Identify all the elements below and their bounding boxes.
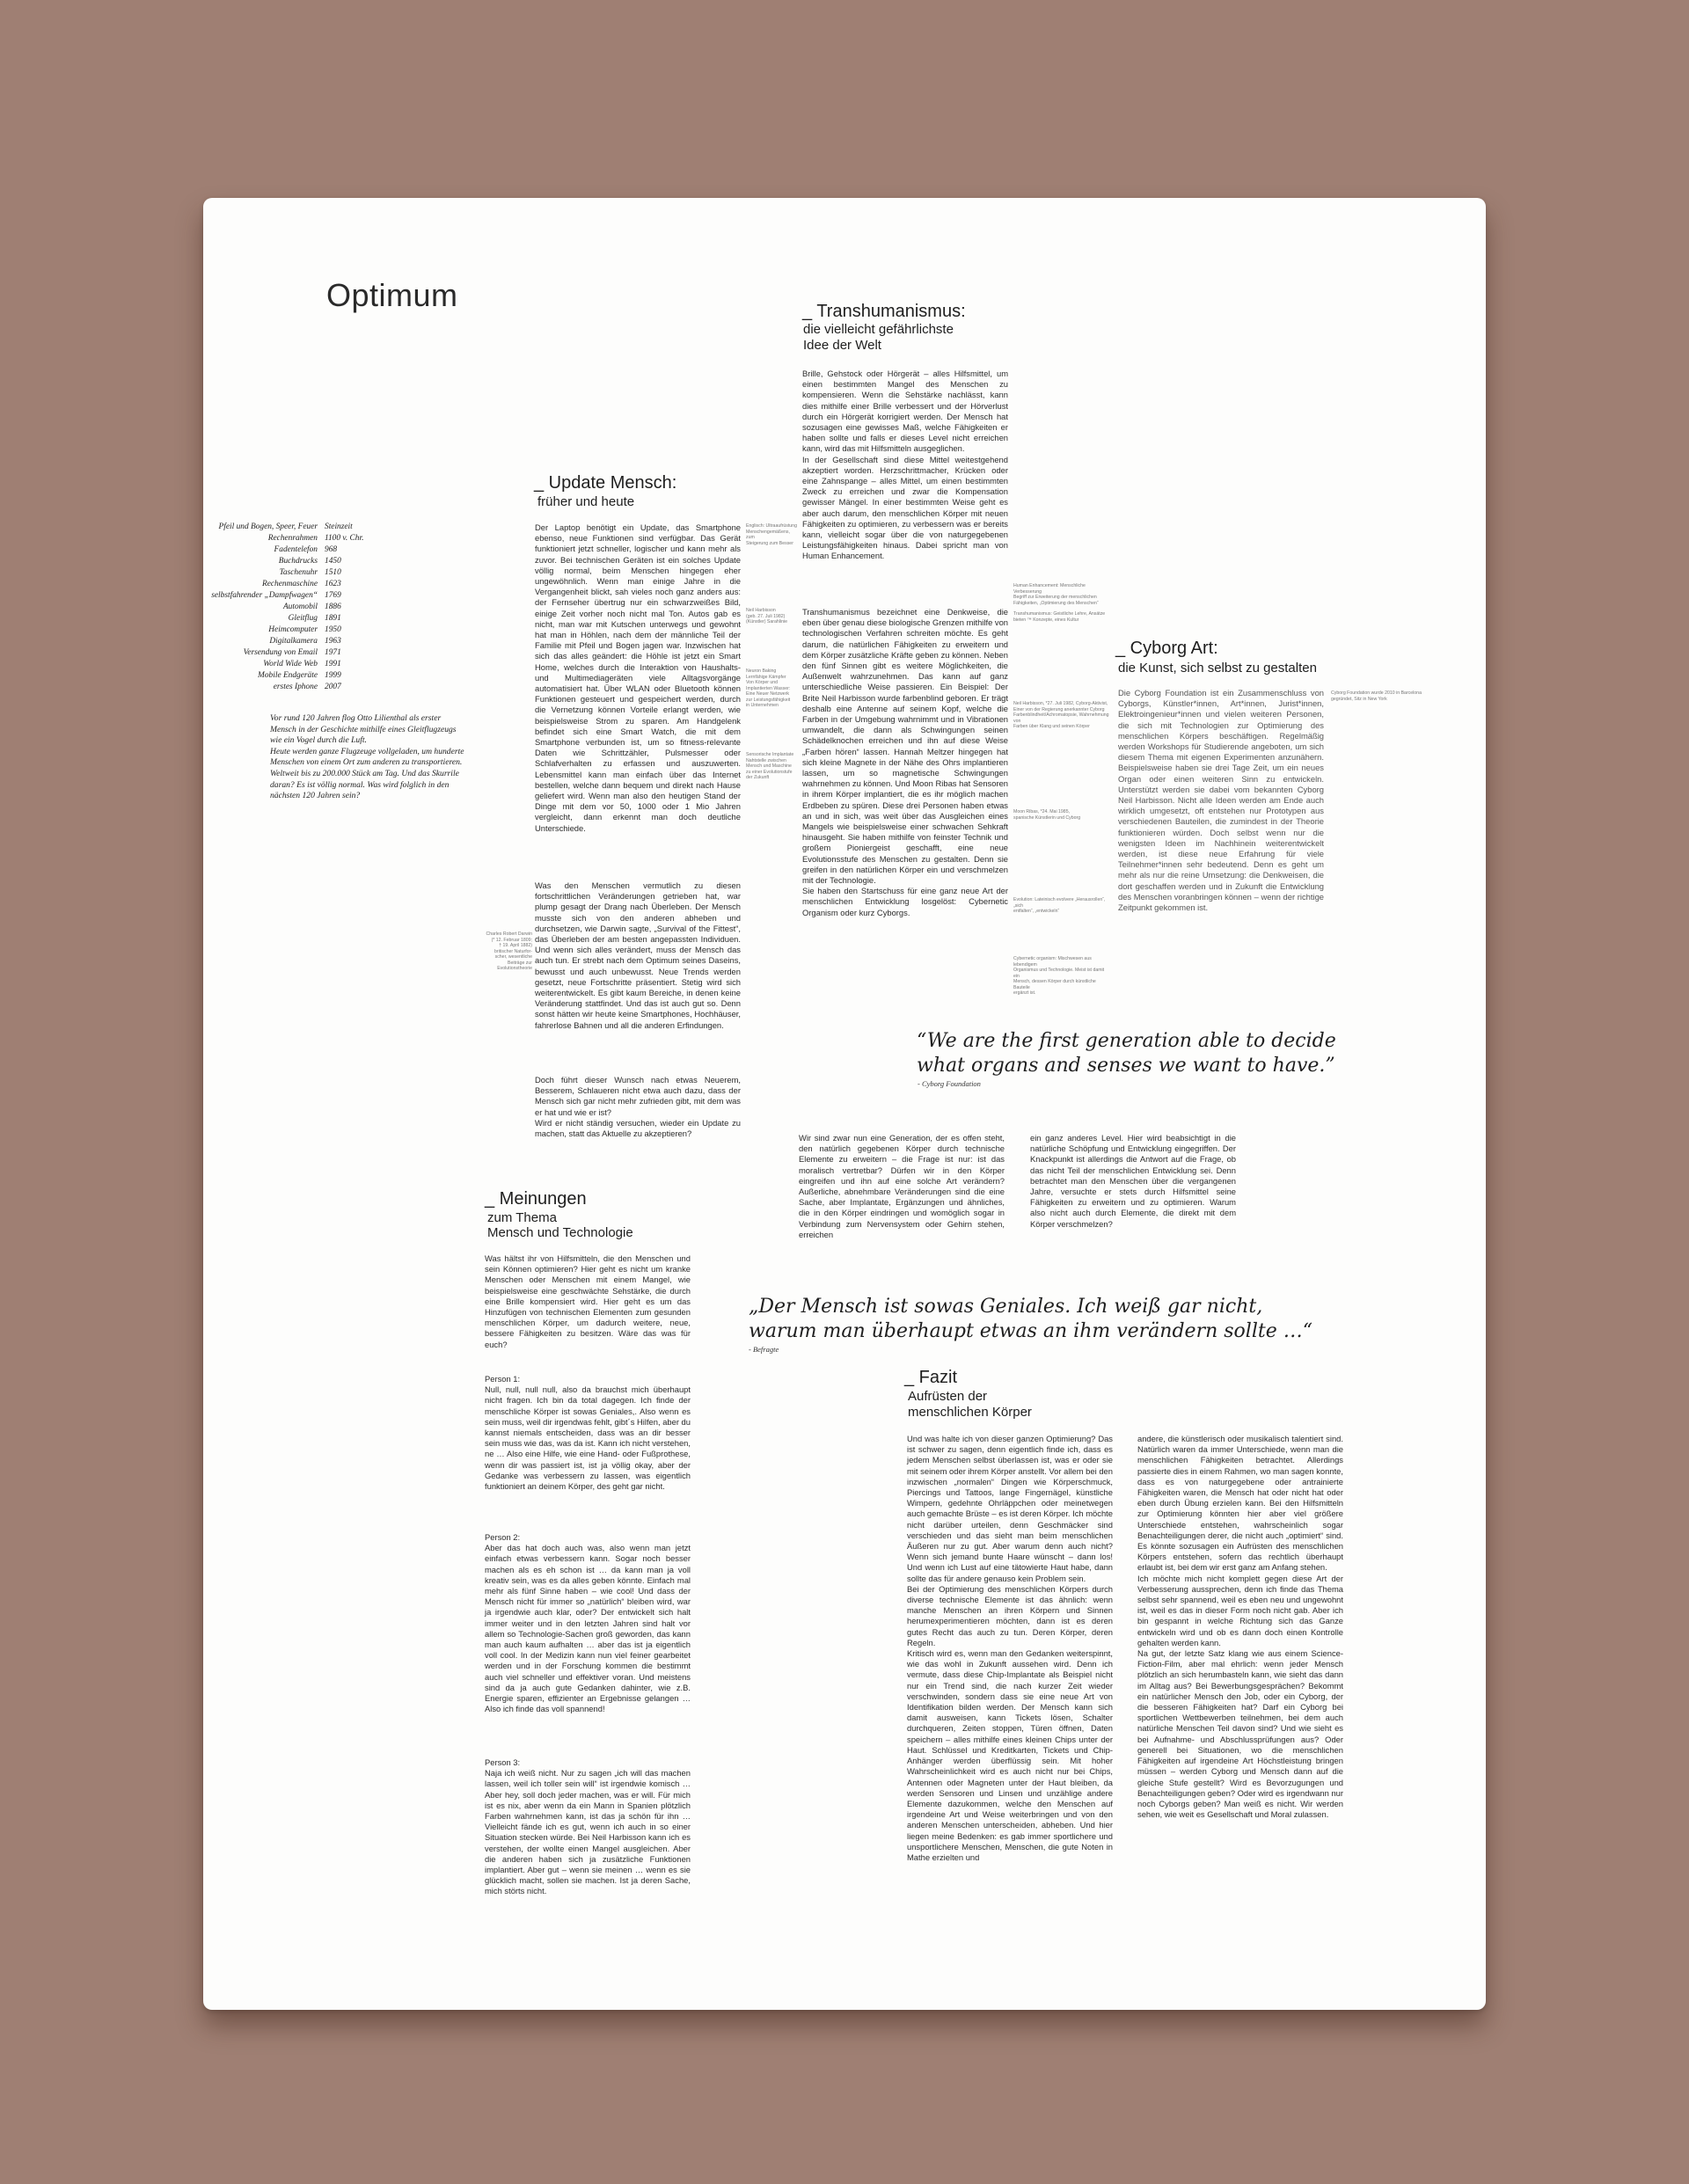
quote-line-1: “We are the first generation able to decide [917, 1030, 1336, 1052]
cyborg-foundation-note: Cyborg Foundation wurde 2010 in Barcelona gegründet, Sitz in New York [1331, 690, 1422, 702]
timeline-event: World Wide Web [263, 660, 318, 668]
timeline-year: 1999 [325, 671, 341, 680]
cyborg-heading: _ Cyborg Art: [1115, 639, 1218, 658]
timeline-row [203, 533, 406, 544]
timeline-row [203, 567, 406, 579]
timeline-row [203, 522, 406, 533]
timeline-row [203, 659, 406, 670]
timeline-event: Automobil [282, 603, 318, 611]
timeline-row [203, 636, 406, 647]
timeline-event: Rechenmaschine [262, 580, 318, 588]
timeline-event: Digitalkamera [269, 637, 318, 646]
trans-note-right-4: Moon Ribas, *24. Mai 1985, spanische Künstlerin und Cyborg [1013, 809, 1081, 821]
timeline-event: selbstfahrender „Dampfwagen“ [211, 591, 318, 600]
timeline-year: 2007 [325, 683, 341, 691]
quote2-line-2: warum man überhaupt etwas an ihm verändern sollte …“ [749, 1320, 1312, 1342]
trans-note-left-4: Sensorische Implantate Nahtstelle zwischen Mensch und Maschine zu einer Evolutionstufe der Zukunft [746, 752, 794, 780]
trans-note-right-6: Cybernetic organism: Mischwesen aus lebendigem Organismus und Technologie. Meist ist damit ein Mensch, dessen Körper durch künstliche Bauteile ergänzt ist. [1013, 956, 1105, 996]
timeline-event: Buchdrucks [278, 557, 318, 566]
timeline-row [203, 647, 406, 659]
timeline-year: 1886 [325, 603, 341, 611]
trans-note-right-1: Human Enhancement: Menschliche Verbesserung Begriff zur Erweiterung der menschlichen Fähigkeiten, „Optimierung des Menschen“ [1013, 583, 1099, 606]
timeline-row [203, 544, 406, 556]
trans-note-left-3: Neuron Baking Lernfähige Kämpfer Von Körper und Implantierten Wasser: Eine Neuer Netzwerk zur Leistungsfähigkeit in Unternehmen [746, 668, 791, 708]
fazit-column-1: Und was halte ich von dieser ganzen Optimierung? Das ist schwer zu sagen, denn eigentlich finde ich, dass es jedem Menschen selbst überlassen ist, was er oder sie mit seinem oder ihrem Körper anstellt. Vor allem bei den inzwischen „normalen“ Dingen wie Körperschmuck, Piercings und Tattoos, lange Fingernägel, künstliche Wimpern, gedehnte Ohrläppchen oder meinetwegen auch gemachte Brüste – es ist deren Körper. Ich möchte nicht darüber urteilen, denn Geschmäcker sind verschieden und das sieht man beim menschlichen Äußeren nur zu gut. Aber warum denn auch nicht? Wenn sich jemand bunte Haare wünscht – dann los! Und wenn ich Lust auf eine tätowierte Haut habe, dann sollte das für andere genauso kein Problem sein. Bei der Optimierung des menschlichen Körpers durch diverse technische Elemente ist das ähnlich: wenn manche Menschen an ihren Körpern und Sinnen herumexperimentieren möchten, dann ist es deren gutes Recht das auch zu tun. Deren Körper, deren Regeln. Kritisch wird es, wenn man den Gedanken weiterspinnt, wie das wohl in Zukunft aussehen wird. Denn ich vermute, dass diese Chip-Implantate als Beispiel nicht nur ein Trend sind, die nach kurzer Zeit wieder verschwinden, sondern dass sie eine neue Art von Identifikation bilden werden. Der Mensch kann sich damit ausweisen, kann Tickets lösen, Schalter durchqueren, Zeiten stoppen, Türen öffnen, Daten speichern – alles mithilfe eines kleinen Chips unter der Haut. Schlüssel und Kreditkarten, Tickets und Chip-Anhänger werden überflüssig sein. Mit hoher Wahrscheinlichkeit wird es auch nicht nur bei Chips, Antennen oder Magneten unter der Haut bleiben, da werden Sensoren und Linsen und unzählige andere Elemente dazukommen, welche den Menschen auf irgendeine Art und Weise weiterbringen und von den anderen Menschen unterscheiden, abheben. Und hier liegen meine Bedenken: es gab immer sportlichere und unsportlichere Menschen, Menschen, die gute Noten in Mathe erzielten und [907, 1434, 1113, 1862]
trans-paragraph-2: Transhumanismus bezeichnet eine Denkweise, die eben über genau diese biologische Grenzen mithilfe von technologischen Verfahren schreiten möchte. Es geht darum, die natürlichen Fähigkeiten zu erweitern und dem Körper zusätzliche Kräfte geben zu können. Neben den fünf Sinnen gibt es weitere Möglichkeiten, die Außenwelt wahrzunehmen. Das kann auf ganz unterschiedliche Weise passieren. Ein Beispiel: Der Brite Neil Harbisson wurde farbenblind geboren. Er trägt deshalb eine Antenne auf seinem Kopf, welche die Farben in der Umgebung wahrnimmt und in Vibrationen umwandelt, die dann als Schwingungen seinen Schädelknochen erreichen und ihn auf diese Weise „Farben hören“ lassen. Hannah Meltzer hingegen hat sich kleine Magnete in der Nähe des Ohrs implantieren lassen, um so magnetische Schwingungen wahrnehmen zu können. Und Moon Ribas hat Sensoren in ihrem Körper implantiert, die es ihr möglich machen Erdbeben zu spüren. Diese drei Personen haben etwas an und in sich, was weit über das Ausgleichen eines Mangels wie beispielsweise einer schwachen Sehkraft hinausgeht. Sie haben mithilfe von feinster Technik und großem Pioniergeist geschafft, eine neue Evolutionsstufe des Menschen zu gestalten. Denn sie greifen in den natürlichen Körper ein und verschmelzen mit der Technologie. Sie haben den Startschuss für eine ganz neue Art der menschlichen Entwicklung losgelöst: Cybernetic Organism oder kurz Cyborgs. [802, 607, 1009, 917]
timeline-year: 1950 [325, 625, 341, 634]
opinion-person-3: Person 3: Naja ich weiß nicht. Nur zu sagen „ich will das machen lassen, weil ich toller sein will“ ist irgendwie komisch … Aber hey, soll doch jeder machen, was er will. Für mich ist es nix, aber wenn da ein Mann in Spanien plötzlich Farben wahrnehmen kann, ist das ja schön für ihn … Vielleicht fände ich es gut, wenn ich auch in so einer Situation stecken würde. Bei Neil Harbisson kann ich es verstehen, der wollte einen Mangel ausgleichen. Aber die anderen haben sich ja zusätzliche Funktionen implantiert. Aber gut – wenn sie meinen … wenn es sie glücklich macht, sollen sie machen. Ist ja deren Sache, mich störts nicht. [485, 1757, 691, 1896]
timeline-row [203, 602, 406, 613]
timeline-event: erstes Iphone [273, 683, 318, 691]
opinion-person-2: Person 2: Aber das hat doch auch was, also wenn man jetzt einfach etwas verbessern kann. Sogar noch besser machen als es eh schon ist … da kann man ja voll kreativ sein, was es da alles geben könnte. Einfach mal mehr als fünf Sinne haben – wie cool! Und dass der Mensch nicht für immer so „natürlich“ bleiben wird, war ja irgendwie auch klar, oder? Der entwickelt sich halt immer weiter und in den letzten Jahren sind halt vor allem so Technologie-Sachen groß geworden, das kann man auch kaum aufhalten … aber das ist ja eigentlich voll cool. In der Medizin kann nun viel feiner gearbeitet werden und in der Forschung kommen die bestimmt auch viel schneller und effektiver voran. Und meistens sind da ja auch gute Gedanken dahinter, wie z.B. Energie sparen, effizienter an Ergebnisse gelangen … Also ich finde das voll spannend! [485, 1532, 691, 1714]
quote2-line-1: „Der Mensch ist sowas Geniales. Ich weiß gar nicht, [749, 1296, 1263, 1318]
darwin-note: Charles Robert Darwin (* 12. Februar 1809; † 19. April 1882) britischer Naturfor- scher, wesentliche Beiträge zur Evolutionstheorie [486, 931, 532, 971]
trans-subheading-2: Idee der Welt [803, 338, 881, 353]
timeline-year: 1510 [325, 568, 341, 577]
timeline-year: 1963 [325, 637, 341, 646]
timeline-row [203, 682, 406, 693]
update-subheading: früher und heute [537, 494, 635, 509]
cyborg-paragraph: Die Cyborg Foundation ist ein Zusammenschluss von Cyborgs, Künstler*innen, Art*innen, Jurist*innen, Elektroingenieur*innen und vielen weiteren Personen, die sich mit Technologien zur Optimierung des menschlichen Körpers beschäftigen. Regelmäßig werden Workshops für Studierende angeboten, um sich diesem Thema mit eigenen Experimenten anzunähern. Beispielsweise haben sie drei Tage Zeit, um ein neues Organ oder einen weiteren Sinn zu entwickeln. Unterstützt werden sie dabei vom bekannten Cyborg Neil Harbisson. Nicht alle Ideen werden am Ende auch wirklich umgesetzt, oft entstehen nur Prototypen aus verschiedenen Bauteilen, die zumindest in der Theorie funktionieren würden. Doch selbst wenn nur die wenigsten Ideen im Nachhinein weiterentwickelt werden, ist diese neue Erfahrung für viele Teilnehmer*innen sehr bedeutend. Denn es geht um mehr als nur die reine Umsetzung: die Denkweisen, die dort geschaffen werden und in Zukunft die Entwicklung des Menschen voranbringen können – wenn der richtige Zeitpunkt gekommen ist. [1118, 688, 1324, 913]
mid-column-2: ein ganz anderes Level. Hier wird beabsichtigt in die natürliche Schöpfung und Entwicklung eingegriffen. Der Knackpunkt ist allerdings die Antwort auf die Frage, ob das nicht Teil der menschlichen Entwicklung sei. Denn betrachtet man den Menschen über die vergangenen Jahre, versuchte er stets durch Hilfsmittel seine Fähigkeiten zu erweitern und zu optimieren. Warum also nicht auch durch Elemente, die direkt mit dem Körper verschmelzen? [1030, 1133, 1236, 1229]
trans-note-right-3: Neil Harbisson, *27. Juli 1982, Cyborg-Aktivist, Einer von der Regierung anerkannter Cyborg Farbenblindheit/Achromatopsie, Wahrnehmung von Farben über Klang und seinen Körper [1013, 701, 1109, 729]
timeline-event: Mobile Endgeräte [258, 671, 318, 680]
quote-cyborg-foundation [917, 1029, 1336, 1078]
timeline-year: 1971 [325, 648, 341, 657]
timeline-row [203, 579, 406, 590]
timeline-year: 1891 [325, 614, 341, 623]
quote-line-2: what organs and senses we want to have.” [917, 1055, 1335, 1077]
trans-subheading-1: die vielleicht gefährlichste [803, 322, 954, 337]
timeline-year: 1769 [325, 591, 341, 600]
meinungen-intro: Was hältst ihr von Hilfsmitteln, die den Menschen und sein Können optimieren? Hier geht es nicht um kranke Menschen oder Menschen mit einem Mangel, wie beispielsweise eine geschwächte Sehstärke, die durch eine Brille kompensiert wird. Hier geht es um das Hinzufügen von technischen Elementen zum gesunden menschlichen Körper, um dadurch weitere, neue, bessere Fähigkeiten zu besitzen. Wäre das was für euch? [485, 1253, 691, 1349]
meinungen-subheading-2: Mensch und Technologie [487, 1225, 633, 1240]
timeline-year: 968 [325, 545, 338, 554]
timeline-event: Versendung von Email [243, 648, 318, 657]
intro-text: Vor rund 120 Jahren flog Otto Lilienthal als erster Mensch in der Geschichte mithilfe eines Gleitflugzeugs wie ein Vogel durch die Luft. Heute werden ganze Flugzeuge vollgeladen, um hunderte Menschen von einem Ort zum anderen zu transportieren. Weltweit bis zu 200.000 Stück am Tag. Und das Skurrile daran? Es ist völlig normal. Was wird folglich in den nächsten 120 Jahren sein? [270, 713, 464, 801]
update-paragraph-2: Was den Menschen vermutlich zu diesen fortschrittlichen Veränderungen getrieben hat, war plump gesagt der Drang nach Überleben. Der Mensch musste sich von den anderen abheben und durchsetzen, wie Darwin sagte, „Survival of the Fittest“, das Überleben der am besten angepassten Individuen. Und wenn sich alles verändert, muss der Mensch das auch tun. Er strebt nach dem Optimum seines Daseins, bewusst und auch unbewusst. Neue Trends werden gesetzt, neue Fortschritte präsentiert. Stetig wird sich weiterentwickelt. Es gibt kaum Bereiche, in denen keine Veränderung stattfindet. Und das ist auch gut so. Denn sonst hätten wir heute keine Smartphones, Hochhäuser, fahrerlose Bahnen und all die anderen Erfindungen. [535, 880, 741, 1030]
timeline-row [203, 590, 406, 602]
timeline-year: Steinzeit [325, 522, 353, 531]
timeline-year: 1623 [325, 580, 341, 588]
meinungen-subheading-1: zum Thema [487, 1210, 557, 1225]
timeline-event: Taschenuhr [279, 568, 318, 577]
fazit-heading: _ Fazit [904, 1368, 958, 1387]
meinungen-heading: _ Meinungen [485, 1189, 587, 1209]
trans-paragraph-1: Brille, Gehstock oder Hörgerät – alles Hilfsmittel, um einen bestimmten Mangel des Menschen zu kompensieren. Wenn die Sehstärke nachlässt, kann dies mithilfe einer Brille verbessert und der Hörverlust durch ein Hörgerät korrigiert werden. Der Mensch hat sozusagen eine gewisses Maß, welche Fähigkeiten er haben sollte und falls er dieses Level nicht erreichen kann, wird das mit Hilfsmitteln ausgeglichen. In der Gesellschaft sind diese Mittel weitestgehend akzeptiert worden. Herzschrittmacher, Krücken oder eine Zahnspange – alles Mittel, um einen bestimmten Zweck zu erreichen und zwar die Kompensation gewisser Mängel. In einer bestimmten Weise geht es aber auch darum, den menschlichen Körper mit neuen Fähigkeiten zu optimieren, zu verbessern was er bereits kann, vielleicht sogar über die von naturgegebenen Leistungsfähigkeiten hinaus. Dabei spricht man von Human Enhancement. [802, 369, 1008, 561]
timeline-row [203, 613, 406, 625]
invention-timeline [203, 522, 406, 693]
timeline-row [203, 625, 406, 636]
timeline-event: Gleitflug [288, 614, 318, 623]
fazit-column-2: andere, die künstlerisch oder musikalisch talentiert sind. Natürlich waren da immer Unterschiede, wenn man die menschlichen Fähigkeiten betrachtet. Allerdings passierte dies in einem Rahmen, wo man sagen konnte, dass es von naturgegebene oder antrainierte Fähigkeiten waren, die Mensch hat oder nicht hat oder eben durch Übung erzielen kann. Bei den Hilfsmitteln zur Optimierung könnten hier aber viel größere Unterschiede entstehen, wahrscheinlich sogar Benachteiligungen derer, die nicht auch „optimiert“ sind. Es könnte sozusagen ein Aufrüsten des menschlichen Körpers entstehen, sofern das rechtlich überhaupt erlaubt ist, bei dem wir erst ganz am Anfang stehen. Ich möchte mich nicht komplett gegen diese Art der Verbesserung aussprechen, denn ich finde das Thema selbst sehr spannend, weil es eben neu und ungewohnt ist, weil es das in dieser Form noch nicht gab. Aber ich bin gespannt in welche Richtung sich das Ganze entwickeln wird und ob es dann doch einen Kontrolle gehalten werden kann. Na gut, der letzte Satz klang wie aus einem Science-Fiction-Film, aber mal ehrlich: wenn jeder Mensch plötzlich an sich herumbasteln kann, wie sieht das dann im Alltag aus? Bei Bewerbungsgesprächen? Bekommt ein natürlicher Mensch den Job, oder ein Cyborg, der die besseren Fähigkeiten hat? Darf ein Cyborg bei sportlichen Wettbewerben teilnehmen, bei dem auch natürliche Menschen Teil davon sind? Und wie sieht es bei Aufnahme- und Abschlussprüfungen aus? Oder generell bei Situationen, wo die menschlichen Fähigkeiten auf irgendeine Art Höchstleistung bringen müssen – werden Cyborg und Mensch dann auf die gleiche Stufe gestellt? Wird es Bevorzugungen und Benachteiligungen geben? Oder wird es irgendwann nur noch Cyborgs geben? Man weiß es nicht. Wir werden sehen, wie weit es Gesellschaft und Moral zulassen. [1137, 1434, 1344, 1820]
trans-note-right-5: Evolution: Lateinisch evolvere „Herausrollen“, „sich entfalten“, „entwickeln“ [1013, 897, 1106, 914]
timeline-row [203, 556, 406, 567]
trans-note-left-1: Englisch: Ultraaufrüstung Menschengemäßens, zum Steigerung zum Besser [746, 523, 797, 546]
mid-column-1: Wir sind zwar nun eine Generation, der es offen steht, den natürlich gegebenen Körper durch technische Elemente zu erweitern – die Frage ist nur: ist das moralisch vertretbar? Dürfen wir in den Körper eingreifen und ihn auf eine solche Art verändern? Außerliche, abnehmbare Veränderungen sind die eine Sache, aber Implantate, Ergänzungen und ähnliches, die in den Körper eindringen und womöglich sogar in Verbindung zum Nervensystem oder Gehirn stehen, erreichen [799, 1133, 1005, 1239]
page-title: Optimum [326, 277, 458, 313]
timeline-row [203, 670, 406, 682]
opinion-person-1: Person 1: Null, null, null null, also da brauchst mich überhaupt nicht fragen. Ich bin da total dagegen. Ich finde der menschliche Körper ist sowas Geniales,. Also wenn es sein muss, weil dir irgendwas fehlt, gibt´s Hilfen, aber du kannst niemals entscheiden, dass was an dir besser sein muss wie das, was da ist. Kann ich nicht verstehen, ne … Also eine Hilfe, wie eine Hand- oder Fußprothese, wenn dir was passiert ist, ist ja völlig okay, aber der Gedanke was verbessern zu lassen, was eigentlich funktioniert an deinem Körper, des geht gar nicht. [485, 1374, 691, 1492]
timeline-event: Heimcomputer [268, 625, 318, 634]
quote-befragte [749, 1295, 1312, 1344]
timeline-year: 1450 [325, 557, 341, 566]
quote-source: - Cyborg Foundation [918, 1079, 981, 1088]
fazit-subheading-2: menschlichen Körper [908, 1405, 1032, 1420]
timeline-year: 1100 v. Chr. [325, 534, 364, 543]
trans-note-right-2: Transhumanismus: Geistliche Lehre, Ansätze bieten ™ Konzepte, eines Kultur [1013, 611, 1106, 623]
update-paragraph-1: Der Laptop benötigt ein Update, das Smartphone ebenso, neue Funktionen sind verfügbar. Das Gerät funktioniert jetzt schneller, logischer und kann mehr als zuvor. Bei technischen Geräten ist ein solches Update völlig normal, beim Menschen hingegen eher ungewöhnlich. Wenn man einige Jahre in die Vergangenheit blickt, sah vieles noch ganz anders aus: der Fernseher übertrug nur ein schwarzweißes Bild, einige Zeit vorher noch nicht mal Ton. Autos gab es nicht, man war mit Kutschen unterwegs und gewohnt hat man in Höhlen, nach dem der männliche Teil der Familie mit Pfeil und Bogen jagen war. Inzwischen hat sich das alles geändert: die Höhle ist jetzt ein Smart Home, welches durch die Interaktion von Haushalts- und Multimediageräten viele Alltagsvorgänge automatisiert hat. Über WLAN oder Bluetooth können Funktionen gesteuert und gespeichert werden, durch die Vernetzung können Vorteile erlangt werden, wie beispielsweise Strom zu sparen. Am Handgelenk befindet sich eine Smart Watch, die mit dem Smartphone verbunden ist, um so fitness-relevante Daten wie Schrittzähler, Pulsmesser oder Schlafverhalten zu erfassen und auszuwerten. Lebensmittel kann man einfach über das Internet bestellen, welche dann bequem und direkt nach Hause geliefert wird. Wenn man also den heutigen Stand der Dinge mit dem vor 50, 1000 oder 1 Mio Jahren vergleicht, dann erkennt man doch deutliche Unterschiede. [535, 522, 741, 833]
cyborg-subheading: die Kunst, sich selbst zu gestalten [1118, 661, 1317, 676]
trans-note-left-2: Neil Harbisson (geb. 27. Juli 1982) (Künstler) Sarahlinie [746, 608, 787, 625]
update-paragraph-3: Doch führt dieser Wunsch nach etwas Neuerem, Besserem, Schlaueren nicht etwa auch dazu, dass der Mensch sich gar nicht mehr zufrieden gibt, mit dem was er hat und wie er ist? Wird er nicht ständig versuchen, wieder ein Update zu machen, statt das Aktuelle zu akzeptieren? [535, 1075, 741, 1139]
poster-sheet [203, 198, 1486, 2010]
fazit-subheading-1: Aufrüsten der [908, 1389, 988, 1404]
timeline-year: 1991 [325, 660, 341, 668]
quote2-source: - Befragte [749, 1345, 779, 1354]
update-heading: _ Update Mensch: [534, 473, 677, 493]
timeline-event: Fadentelefon [274, 545, 318, 554]
timeline-event: Pfeil und Bogen, Speer, Feuer [218, 522, 318, 531]
trans-heading: _ Transhumanismus: [802, 302, 966, 321]
timeline-event: Rechenrahmen [267, 534, 318, 543]
